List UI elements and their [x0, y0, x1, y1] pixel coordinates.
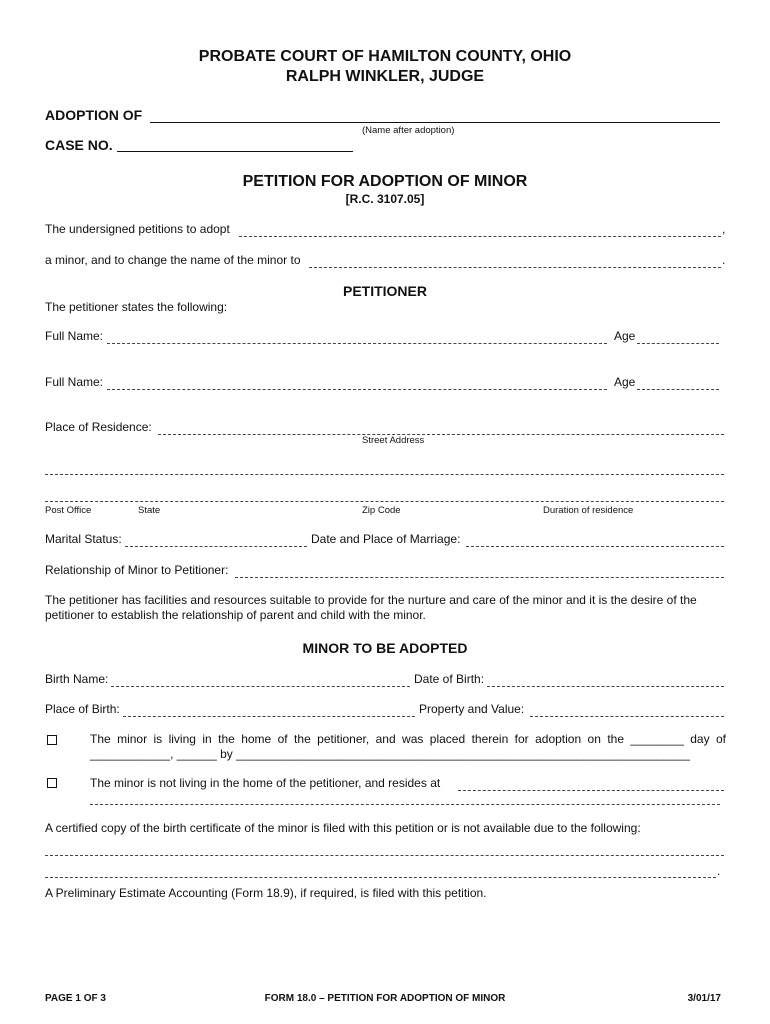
comma: ,	[722, 222, 726, 236]
age-label-1: Age	[614, 329, 636, 343]
page-number: PAGE 1 OF 3	[45, 993, 106, 1004]
not-living-label: The minor is not living in the home of the petitioner, and resides at	[90, 776, 441, 790]
property-value-field[interactable]	[530, 716, 724, 717]
place-of-residence-label: Place of Residence:	[45, 420, 152, 434]
petitioner-heading: PETITIONER	[342, 283, 427, 299]
full-name-label-2: Full Name:	[45, 375, 104, 389]
preliminary-estimate-statement: A Preliminary Estimate Accounting (Form 18.9), if required, is filed with this petition.	[45, 886, 487, 900]
minor-heading: MINOR TO BE ADOPTED	[302, 640, 468, 656]
street-address-caption: Street Address	[362, 435, 425, 446]
full-name-label-1: Full Name:	[45, 329, 104, 343]
post-office-caption: Post Office	[45, 505, 92, 516]
residence-line-2[interactable]	[45, 474, 724, 475]
period-2: .	[717, 864, 721, 878]
property-value-label: Property and Value:	[419, 702, 525, 716]
living-with-petitioner-line1: The minor is living in the home of the petitioner, and was placed therein for adoption on the ________ day of	[90, 732, 726, 746]
form-date: 3/01/17	[687, 993, 721, 1004]
living-with-petitioner-line2[interactable]: ____________, ______ by ____________________________________________________________________	[90, 747, 690, 761]
court-name: PROBATE COURT OF HAMILTON COUNTY, OHIO	[198, 48, 572, 65]
full-name-field-1[interactable]	[107, 343, 607, 344]
minor-residence-field-2[interactable]	[90, 804, 720, 805]
full-name-field-2[interactable]	[107, 389, 607, 390]
change-name-label: a minor, and to change the name of the minor to	[45, 253, 301, 267]
petitions-to-adopt-label: The undersigned petitions to adopt	[45, 222, 230, 236]
zip-code-caption: Zip Code	[362, 505, 401, 516]
living-with-petitioner-checkbox[interactable]	[47, 735, 57, 745]
duration-of-residence-caption: Duration of residence	[543, 505, 634, 516]
birth-certificate-reason-1[interactable]	[45, 855, 724, 856]
case-no-label: CASE NO.	[45, 137, 113, 153]
name-after-adoption-note: (Name after adoption)	[362, 125, 455, 136]
relationship-field[interactable]	[235, 577, 724, 578]
period: .	[722, 253, 726, 267]
statute-reference: [R.C. 3107.05]	[345, 192, 425, 206]
form-number: FORM 18.0 – PETITION FOR ADOPTION OF MINOR	[264, 993, 506, 1004]
street-address-field[interactable]	[158, 434, 724, 435]
marital-status-field[interactable]	[125, 546, 307, 547]
relationship-label: Relationship of Minor to Petitioner:	[45, 563, 229, 577]
state-caption: State	[138, 505, 161, 516]
place-of-birth-field[interactable]	[123, 716, 415, 717]
date-place-marriage-label: Date and Place of Marriage:	[311, 532, 461, 546]
adoption-of-label: ADOPTION OF	[45, 107, 143, 123]
residence-line-3[interactable]	[45, 501, 724, 502]
date-of-birth-label: Date of Birth:	[414, 672, 485, 686]
minor-name-field[interactable]	[239, 236, 721, 237]
judge-name: RALPH WINKLER, JUDGE	[285, 68, 485, 85]
birth-certificate-reason-2[interactable]	[45, 877, 716, 878]
birth-certificate-statement: A certified copy of the birth certificate of the minor is filed with this petition or is not available due to the following:	[45, 821, 641, 835]
facilities-statement: The petitioner has facilities and resources suitable to provide for the nurture and care of the minor and it is the desire of the petitioner to establish the relationship of parent and child with the minor.	[45, 593, 697, 622]
date-of-birth-field[interactable]	[487, 686, 724, 687]
new-name-field[interactable]	[309, 267, 721, 268]
age-field-1[interactable]	[637, 343, 719, 344]
marital-status-label: Marital Status:	[45, 532, 122, 546]
place-of-birth-label: Place of Birth:	[45, 702, 120, 716]
not-living-with-petitioner-checkbox[interactable]	[47, 778, 57, 788]
birth-name-label: Birth Name:	[45, 672, 109, 686]
age-label-2: Age	[614, 375, 636, 389]
minor-residence-field-1[interactable]	[458, 790, 724, 791]
case-number-field[interactable]	[117, 151, 353, 152]
form-title: PETITION FOR ADOPTION OF MINOR	[242, 173, 528, 190]
date-place-marriage-field[interactable]	[466, 546, 724, 547]
birth-name-field[interactable]	[111, 686, 410, 687]
age-field-2[interactable]	[637, 389, 719, 390]
petitioner-states-label: The petitioner states the following:	[45, 300, 228, 314]
adoption-name-field[interactable]	[150, 122, 720, 123]
